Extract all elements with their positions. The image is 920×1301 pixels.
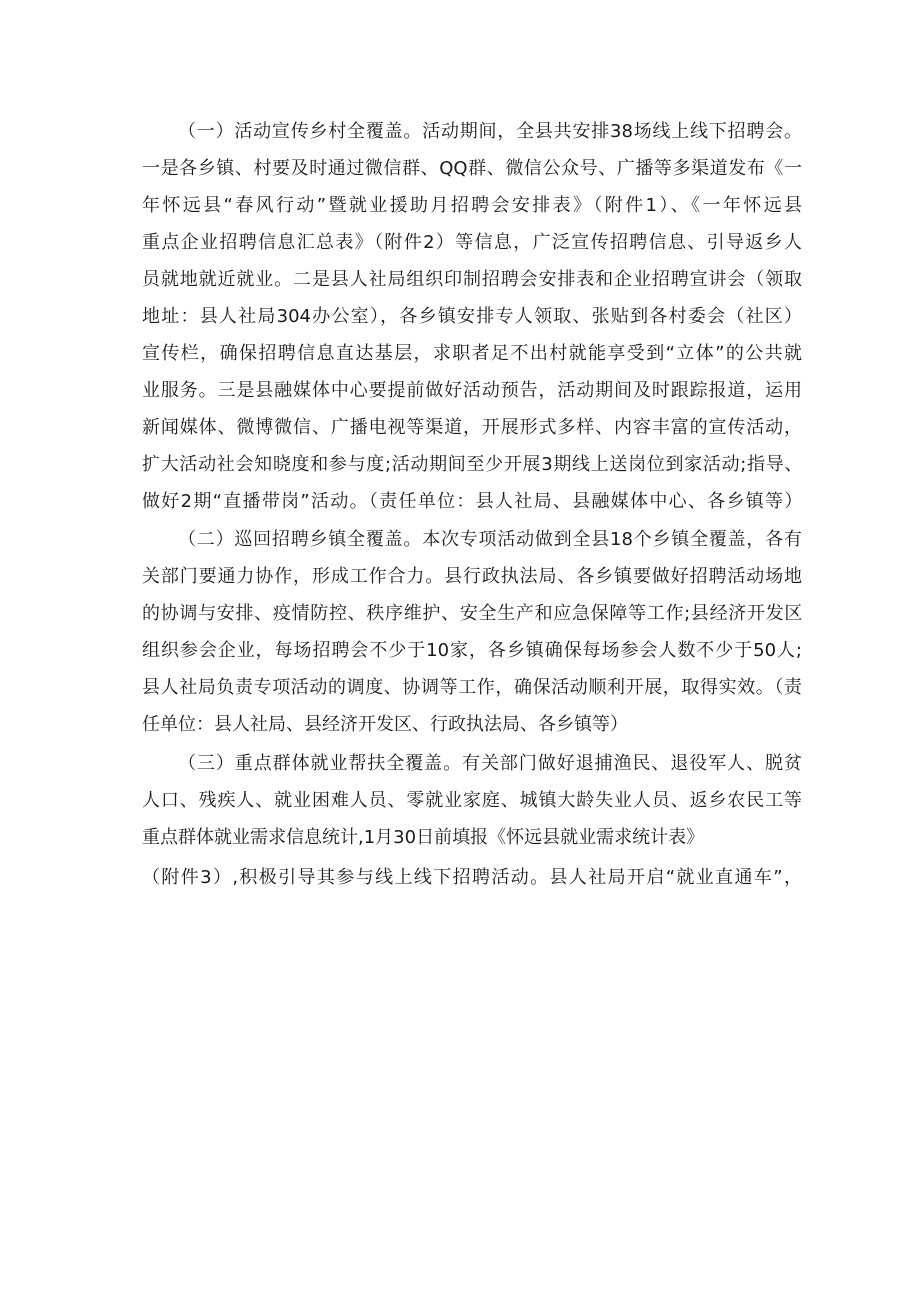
paragraph-2-line-5: 县人社局负责专项活动的调度、协调等工作，确保活动顺利开展，取得实效。（责 (142, 677, 802, 698)
paragraph-2-line-2: 关部门要通力协作，形成工作合力。县行政执法局、各乡镇要做好招聘活动场地 (142, 566, 802, 587)
paragraph-2-line-1: （二）巡回招聘乡镇全覆盖。本次专项活动做到全县18个乡镇全覆盖，各有 (178, 529, 802, 550)
paragraph-2-line-3: 的协调与安排、疫情防控、秩序维护、安全生产和应急保障等工作;县经济开发区 (142, 603, 802, 624)
paragraph-3-line-4: （附件3）,积极引导其参与线上线下招聘活动。县人社局开启“就业直通车”， (142, 867, 802, 888)
paragraph-3-line-2: 人口、残疾人、就业困难人员、零就业家庭、城镇大龄失业人员、返乡农民工等 (142, 790, 802, 811)
paragraph-2-line-4: 组织参会企业，每场招聘会不少于10家，各乡镇确保每场参会人数不少于50人; (142, 640, 802, 661)
paragraph-1-line-1: （一）活动宣传乡村全覆盖。活动期间，全县共安排38场线上线下招聘会。 (178, 121, 802, 142)
paragraph-1-line-3: 年怀远县“春风行动”暨就业援助月招聘会安排表》（附件1）、《一年怀远县 (142, 195, 802, 216)
paragraph-1-line-7: 宣传栏，确保招聘信息直达基层，求职者足不出村就能享受到“立体”的公共就 (142, 343, 802, 364)
paragraph-1-line-9: 新闻媒体、微博微信、广播电视等渠道，开展形式多样、内容丰富的宣传活动， (142, 417, 802, 438)
paragraph-3-line-1: （三）重点群体就业帮扶全覆盖。有关部门做好退捕渔民、退役军人、脱贫 (178, 753, 802, 774)
paragraph-1-line-6: 地址：县人社局304办公室），各乡镇安排专人领取、张贴到各村委会（社区） (142, 306, 802, 327)
paragraph-1-line-10: 扩大活动社会知晓度和参与度;活动期间至少开展3期线上送岗位到家活动;指导、 (142, 454, 802, 475)
paragraph-1-line-5: 员就地就近就业。二是县人社局组织印制招聘会安排表和企业招聘宣讲会（领取 (142, 269, 802, 290)
paragraph-1-line-8: 业服务。三是县融媒体中心要提前做好活动预告，活动期间及时跟踪报道，运用 (142, 380, 802, 401)
paragraph-2-line-6: 任单位：县人社局、县经济开发区、行政执法局、各乡镇等） (142, 714, 628, 735)
paragraph-3-line-3: 重点群体就业需求信息统计,1月30日前填报《怀远县就业需求统计表》 (142, 827, 705, 848)
paragraph-1-line-2: 一是各乡镇、村要及时通过微信群、QQ群、微信公众号、广播等多渠道发布《一 (142, 158, 802, 179)
paragraph-1-line-4: 重点企业招聘信息汇总表》（附件2）等信息，广泛宣传招聘信息、引导返乡人 (142, 232, 802, 253)
paragraph-1-line-11: 做好2期“直播带岗”活动。（责任单位：县人社局、县融媒体中心、各乡镇等） (142, 491, 802, 512)
